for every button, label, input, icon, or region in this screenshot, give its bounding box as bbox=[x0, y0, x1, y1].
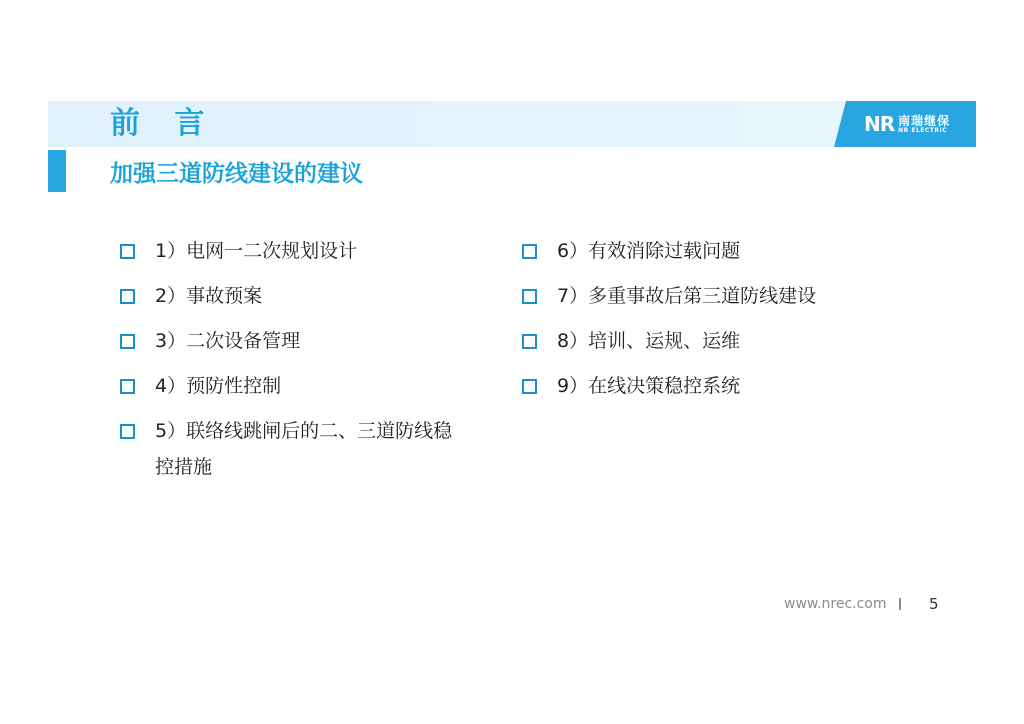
page-title: 前 言 bbox=[110, 106, 217, 141]
list-item bbox=[120, 236, 480, 266]
logo-mark: NR bbox=[864, 112, 895, 136]
list-item-text: 6）有效消除过载问题 bbox=[557, 240, 741, 262]
list-item bbox=[120, 416, 480, 485]
right-list bbox=[522, 236, 882, 416]
square-bullet-icon bbox=[120, 424, 135, 439]
list-item-text: 1）电网一二次规划设计 bbox=[155, 240, 358, 262]
square-bullet-icon bbox=[120, 334, 135, 349]
square-bullet-icon bbox=[522, 379, 537, 394]
list-item bbox=[522, 326, 882, 356]
footer-divider bbox=[899, 598, 901, 610]
list-item-text: 8）培训、运规、运维 bbox=[557, 330, 741, 352]
list-item-text: 4）预防性控制 bbox=[155, 375, 282, 397]
square-bullet-icon bbox=[522, 334, 537, 349]
accent-bar bbox=[48, 150, 66, 192]
square-bullet-icon bbox=[522, 244, 537, 259]
square-bullet-icon bbox=[522, 289, 537, 304]
list-item-text: 3）二次设备管理 bbox=[155, 330, 301, 352]
list-item bbox=[120, 371, 480, 401]
footer-url[interactable]: www.nrec.com bbox=[784, 596, 887, 612]
logo-text bbox=[898, 115, 950, 134]
list-item bbox=[120, 281, 480, 311]
left-list bbox=[120, 236, 480, 500]
list-item bbox=[522, 281, 882, 311]
page-number: 5 bbox=[929, 595, 939, 613]
list-item bbox=[522, 236, 882, 266]
logo-name-cn: 南瑞继保 bbox=[898, 113, 951, 128]
list-item-text: 2）事故预案 bbox=[155, 285, 263, 307]
list-item-text: 5）联络线跳闸后的二、三道防线稳控措施 bbox=[155, 420, 453, 478]
company-logo bbox=[864, 110, 950, 138]
logo-name-en: NR ELECTRIC bbox=[898, 126, 948, 134]
list-item-text: 9）在线决策稳控系统 bbox=[557, 375, 741, 397]
square-bullet-icon bbox=[120, 244, 135, 259]
section-subtitle: 加强三道防线建设的建议 bbox=[110, 161, 363, 187]
list-item bbox=[522, 371, 882, 401]
square-bullet-icon bbox=[120, 289, 135, 304]
square-bullet-icon bbox=[120, 379, 135, 394]
list-item bbox=[120, 326, 480, 356]
list-item-text: 7）多重事故后第三道防线建设 bbox=[557, 285, 817, 307]
